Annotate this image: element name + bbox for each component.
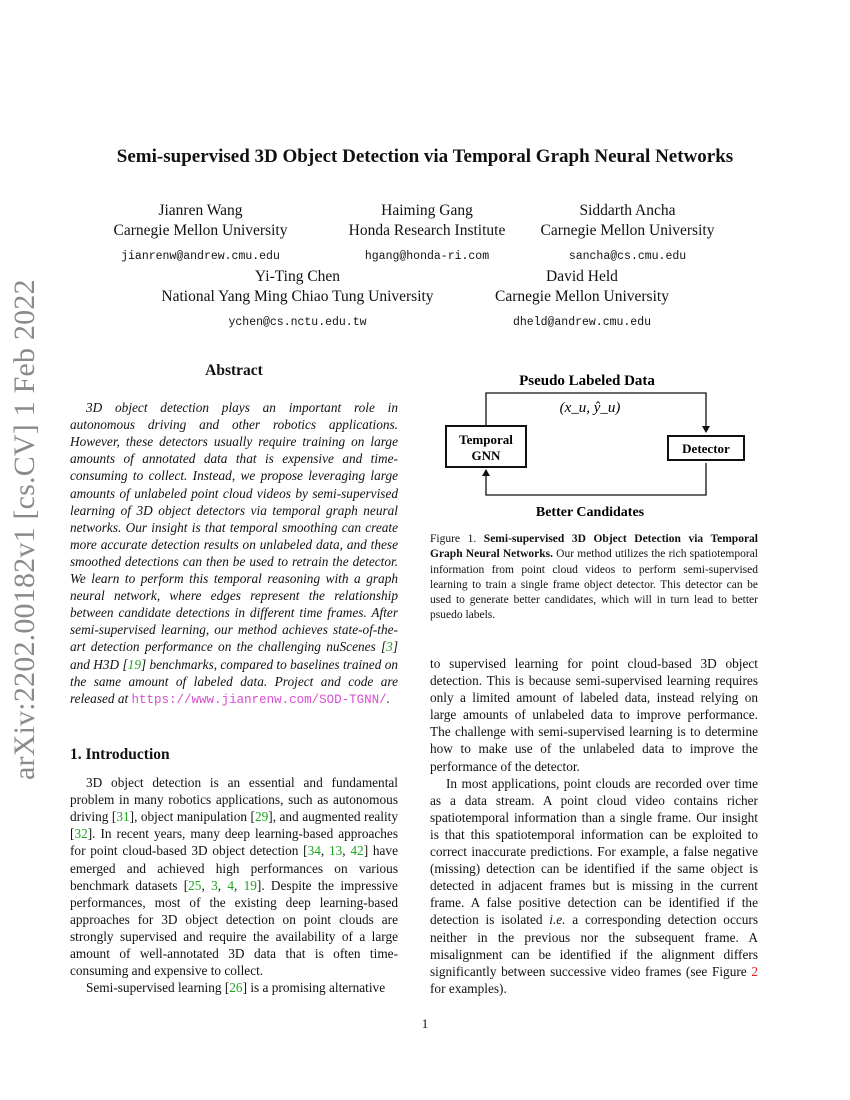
author-email[interactable]: hgang@honda-ri.com	[364, 250, 490, 263]
intro-paragraph: Semi-supervised learning [26] is a promising alternative	[86, 980, 386, 996]
figure-1-diagram	[430, 362, 760, 527]
abstract-heading: Abstract	[205, 362, 263, 379]
section-heading: 1. Introduction	[70, 746, 170, 763]
page-number: 1	[421, 1016, 429, 1031]
author-block	[88, 201, 313, 267]
author-affiliation: Carnegie Mellon University	[113, 222, 288, 239]
author-email[interactable]: jianrenw@andrew.cmu.edu	[121, 250, 280, 263]
intro-paragraph: 3D object detection is an essential and fundamental problem in many robotics applications, such as autonomous driving [31], object manipulation [29], and augmented reality [32]. In recent years, many deep learning-based approaches for point cloud-based 3D object detection [34, 13, 42] have emerged and achieved high performances on various benchmark datasets [25, 3, 4, 19]. Despite the impressive performances, most of the existing deep learning-based approaches for 3D object detection on point clouds are strongly supervised and require the availability of a large amount of well-annotated 3D data that is often time-consuming and expensive to collect.	[70, 775, 398, 979]
pair-label: (x_u, ŷ_u)	[559, 400, 621, 416]
author-email[interactable]: sancha@cs.cmu.edu	[568, 250, 687, 263]
author-name: Yi-Ting Chen	[254, 268, 341, 285]
author-name: Jianren Wang	[158, 202, 243, 219]
figure-ref-link[interactable]: 2	[751, 963, 758, 979]
author-block	[316, 201, 538, 267]
arxiv-side-stamp: arXiv:2202.00182v1 [cs.CV] 1 Feb 2022	[8, 279, 41, 780]
citation-link[interactable]: 31	[116, 809, 130, 825]
author-block	[478, 267, 686, 333]
author-name: Haiming Gang	[381, 202, 473, 219]
body-paragraph: to supervised learning for point cloud-based 3D object detection. This is because semi-supervised learning requires only a limited amount of labeled data, instead relying on large amounts of unlabeled data to improve performance. The challenge with semi-supervised learning is to determine how to make use of the unlabeled data to improve the performance of the detector.	[430, 656, 758, 774]
citation-link[interactable]: 32	[74, 826, 88, 842]
citation-link[interactable]: 19	[127, 656, 141, 672]
author-name: Siddarth Ancha	[579, 202, 676, 219]
author-affiliation: Carnegie Mellon University	[540, 222, 715, 239]
abstract-section	[70, 362, 398, 709]
author-name: David Held	[546, 268, 618, 285]
citation-link[interactable]: 26	[229, 980, 243, 996]
pseudo-labeled-data-label: Pseudo Labeled Data	[519, 373, 655, 389]
abstract-text: 3D object detection plays an important role in autonomous driving and other robotics applications. However, these detectors usually require training on large amounts of annotated data that is expensive and time-consuming to collect. Instead, we propose leveraging large amounts of unlabeled point cloud videos by semi-supervised learning of 3D object detectors via temporal graph neural networks. Our insight is that temporal smoothing can create more accurate detection results on unlabeled data, and these smoothed detections can then be used to retrain the detector. We learn to perform this temporal reasoning with a graph neural network, where edges represent the relationship between candidate detections in different time frames. After semi-supervised learning, our method achieves state-of-the-art detection performance on the challenging nuScenes [3] and H3D [19] benchmarks, compared to baselines trained on the same amount of labeled data. Project and code are released at https://www.jianrenw.com/SOD-TGNN/.	[70, 400, 398, 707]
body-paragraph: In most applications, point clouds are recorded over time as a data stream. A point cloud video contains richer spatiotemporal information than a single frame. Our insight is that this spatiotemporal information can be exploited to correct inaccurate predictions. For example, a false negative (missing) detection can be identified if the same object is detected in adjacent frames but is missing in the current frame. A false positive detection can be identified if the detection is isolated i.e. a corresponding detection occurs neither in the previous nor the subsequent frame. A misalignment can be identified if the alignment differs significantly between successive video frames (see Figure 2 for examples).	[430, 775, 759, 996]
better-candidates-label: Better Candidates	[535, 505, 645, 520]
right-column-text	[430, 655, 758, 997]
author-affiliation: Honda Research Institute	[348, 222, 506, 239]
citation-link[interactable]: 34	[307, 843, 321, 859]
citation-link[interactable]: 19	[243, 877, 257, 893]
citation-link[interactable]: 25	[188, 877, 202, 893]
citation-link[interactable]: 3	[386, 639, 393, 655]
citation-link[interactable]: 13	[329, 843, 343, 859]
author-email[interactable]: dheld@andrew.cmu.edu	[512, 316, 652, 329]
author-block	[140, 267, 455, 333]
citation-link[interactable]: 4	[227, 877, 234, 893]
author-email[interactable]: ychen@cs.nctu.edu.tw	[228, 316, 367, 329]
citation-link[interactable]: 42	[350, 843, 364, 859]
citation-link[interactable]: 29	[254, 809, 269, 825]
author-affiliation: National Yang Ming Chiao Tung University	[161, 288, 434, 305]
temporal-gnn-label: Temporal	[459, 432, 513, 447]
temporal-gnn-label: GNN	[471, 448, 501, 463]
figure-1-caption: Figure 1. Semi-supervised 3D Object Detection via Temporal Graph Neural Networks. Our method utilizes the rich spatiotemporal information from point cloud videos to perform semi-supervised learning to train a single frame object detector. This detector can be used to generate better candidates, which will in turn lead to better psuedo labels.	[430, 533, 758, 622]
author-block	[520, 201, 735, 267]
citation-link[interactable]: 3	[211, 877, 218, 893]
detector-label: Detector	[682, 441, 730, 456]
introduction-section	[70, 746, 398, 996]
author-affiliation: Carnegie Mellon University	[495, 288, 669, 305]
project-url-link[interactable]: https://www.jianrenw.com/SOD-TGNN/	[131, 692, 387, 707]
paper-title: Semi-supervised 3D Object Detection via Temporal Graph Neural Networks	[116, 146, 734, 167]
